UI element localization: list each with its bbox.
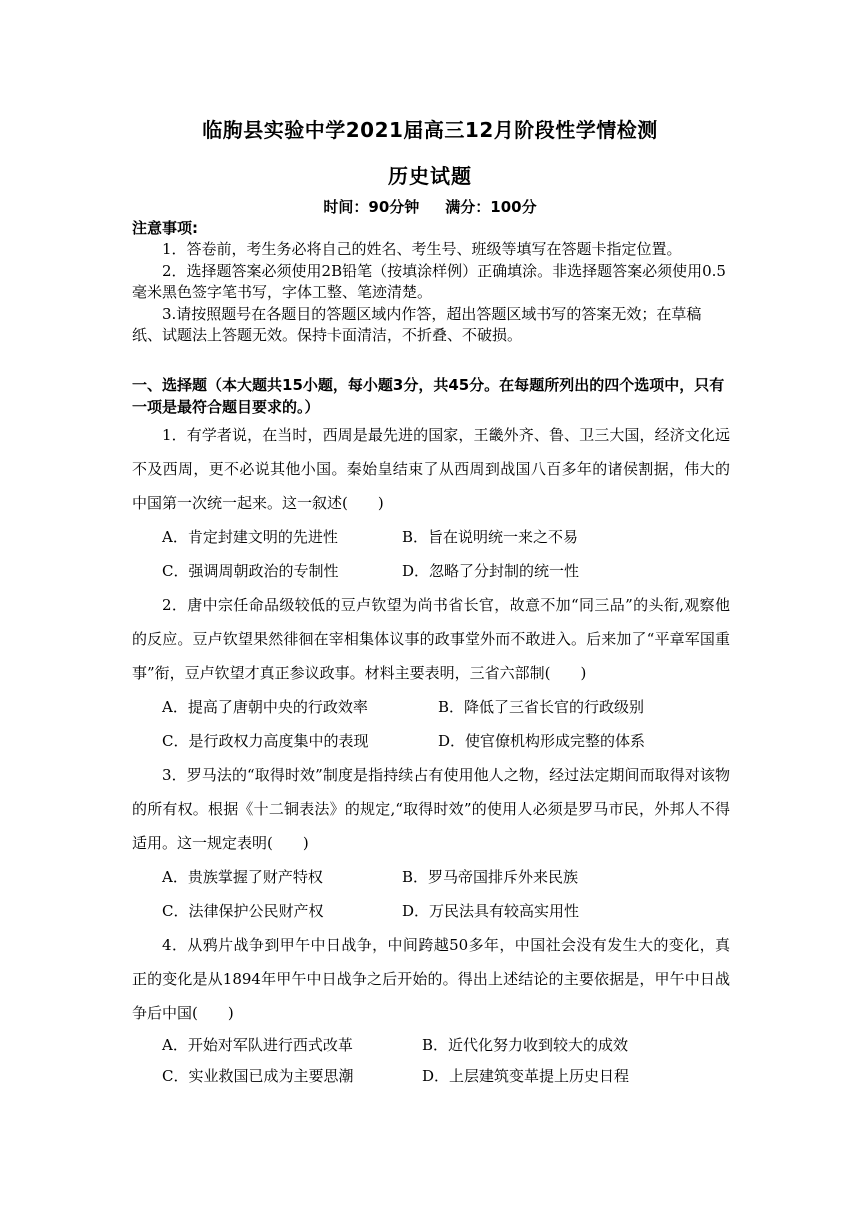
question-list: [132, 418, 730, 1092]
exam-time: 时间：90分钟: [323, 198, 420, 216]
option-d: D．忽略了分封制的统一性: [402, 562, 580, 580]
question-3: [132, 758, 730, 928]
question-2: [132, 588, 730, 758]
exam-title: 临朐县实验中学2021届高三12月阶段性学情检测: [202, 118, 658, 142]
option-b: B．旨在说明统一来之不易: [402, 528, 579, 546]
exam-score: 满分：100分: [445, 198, 537, 216]
option-c: C．是行政权力高度集中的表现: [162, 732, 369, 750]
option-c: C．实业救国已成为主要思潮: [162, 1067, 354, 1085]
option-a: A．贵族掌握了财产特权: [162, 868, 323, 886]
instruction-item: 3.请按照题号在各题目的答题区域内作答，超出答题区域书写的答案无效；在草稿纸、试题法上答题无效。保持卡面清洁，不折叠、不破损。: [132, 305, 702, 344]
option-b: B．降低了三省长官的行政级别: [438, 698, 645, 716]
instructions-heading: 注意事项:: [132, 219, 198, 237]
instruction-item: 1．答卷前，考生务必将自己的姓名、考生号、班级等填写在答题卡指定位置。: [162, 240, 682, 258]
option-b: B．罗马帝国排斥外来民族: [402, 868, 579, 886]
option-a: A．肯定封建文明的先进性: [162, 528, 338, 546]
instructions: [132, 218, 730, 347]
question-stem: 3．罗马法的“取得时效”制度是指持续占有使用他人之物，经过法定期间而取得对该物的所有权。根据《十二铜表法》的规定,“取得时效”的使用人必须是罗马市民，外邦人不得适用。这一规定表明( ): [132, 766, 730, 852]
option-a: A．开始对军队进行西式改革: [162, 1036, 353, 1054]
option-c: C．法律保护公民财产权: [162, 902, 324, 920]
section-heading: 一、选择题（本大题共15小题，每小题3分，共45分。在每题所列出的四个选项中，只有一项是最符合题目要求的。）: [132, 376, 725, 416]
instruction-item: 2．选择题答案必须使用2B铅笔（按填涂样例）正确填涂。非选择题答案必须使用0.5毫米黑色签字笔书写，字体工整、笔迹清楚。: [132, 262, 726, 301]
option-b: B．近代化努力收到较大的成效: [422, 1036, 629, 1054]
option-d: D．使官僚机构形成完整的体系: [438, 732, 646, 750]
question-stem: 1．有学者说，在当时，西周是最先进的国家，王畿外齐、鲁、卫三大国，经济文化远不及西周，更不必说其他小国。秦始皇结束了从西周到战国八百多年的诸侯割据，伟大的中国第一次统一起来。这一叙述( ): [132, 426, 730, 512]
question-1: [132, 418, 730, 588]
question-stem: 2．唐中宗任命品级较低的豆卢钦望为尚书省长官，故意不加“同三品”的头衔,观察他的反应。豆卢钦望果然徘徊在宰相集体议事的政事堂外而不敢进入。后来加了“平章军国重事”衔，豆卢钦望才真正参议政事。材料主要表明，三省六部制( ): [132, 596, 730, 682]
option-a: A．提高了唐朝中央的行政效率: [162, 698, 368, 716]
option-d: D．万民法具有较高实用性: [402, 902, 580, 920]
question-stem: 4．从鸦片战争到甲午中日战争，中间跨越50多年，中国社会没有发生大的变化，真正的变化是从1894年甲午中日战争之后开始的。得出上述结论的主要依据是，甲午中日战争后中国( ): [132, 936, 730, 1022]
exam-subject: 历史试题: [388, 164, 472, 188]
question-4: [132, 928, 730, 1092]
option-c: C．强调周朝政治的专制性: [162, 562, 339, 580]
option-d: D．上层建筑变革提上历史日程: [422, 1067, 630, 1085]
exam-meta: [0, 196, 860, 217]
